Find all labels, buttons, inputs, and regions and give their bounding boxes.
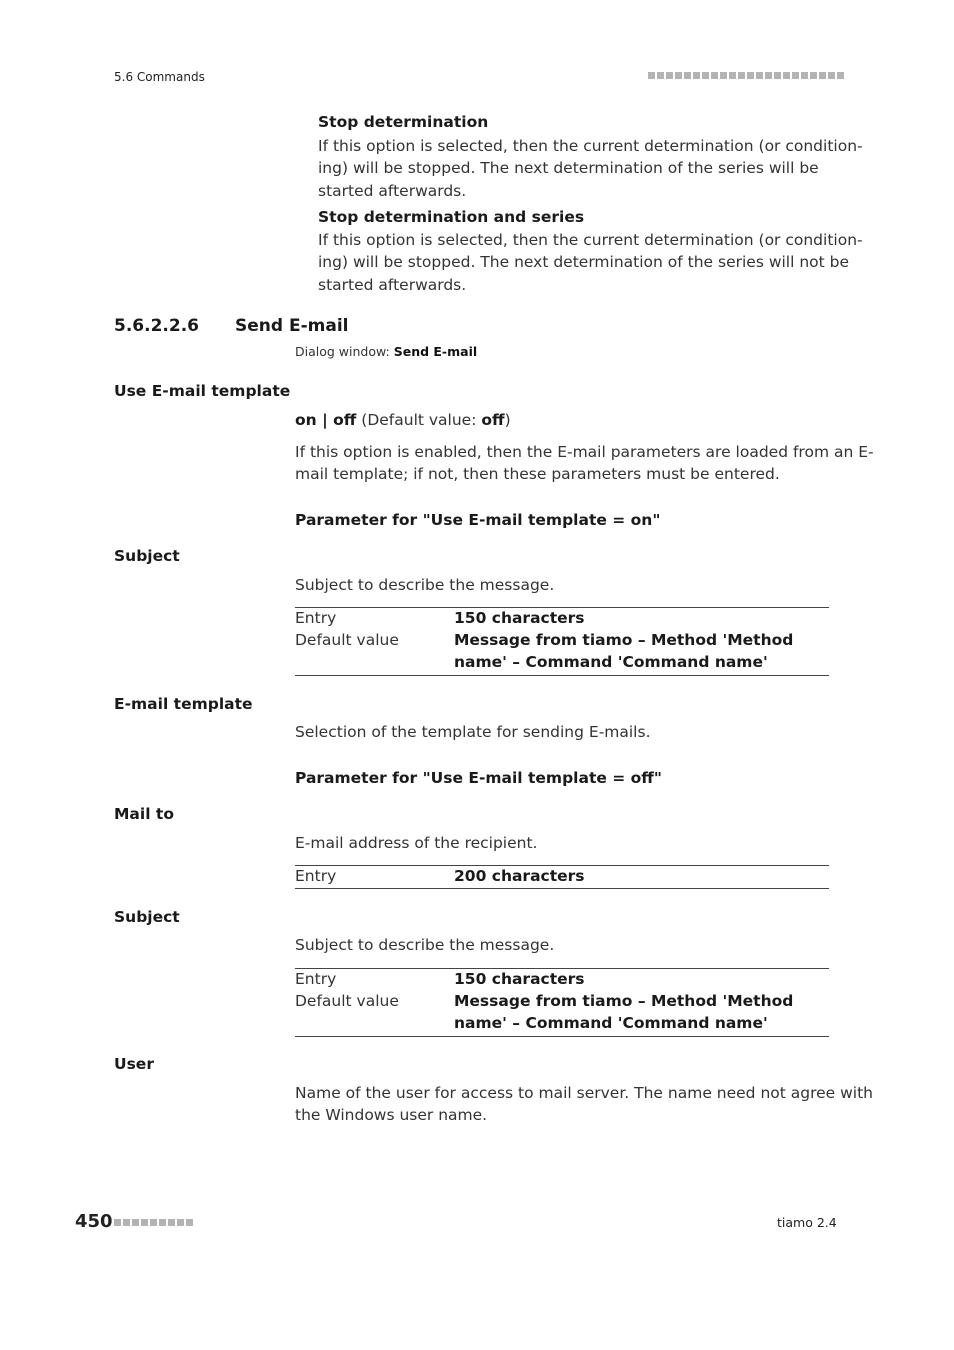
decorative-square bbox=[837, 72, 844, 79]
mail-to-label: Mail to bbox=[114, 805, 174, 823]
decorative-square bbox=[168, 1219, 175, 1226]
values-bold: on | off bbox=[295, 411, 357, 429]
header-decoration bbox=[648, 72, 844, 79]
use-template-label: Use E-mail template bbox=[114, 382, 291, 400]
decorative-square bbox=[648, 72, 655, 79]
decorative-square bbox=[765, 72, 772, 79]
subject-label: Subject bbox=[114, 908, 180, 926]
entry-value: 150 characters bbox=[454, 970, 585, 988]
decorative-square bbox=[738, 72, 745, 79]
footer-decoration bbox=[114, 1219, 193, 1226]
decorative-square bbox=[675, 72, 682, 79]
dialog-prefix: Dialog window: bbox=[295, 344, 394, 359]
text-line: If this option is enabled, then the E-mail parameters are loaded from an E- bbox=[295, 443, 874, 461]
default-value-line: Message from tiamo – Method 'Method bbox=[454, 992, 794, 1010]
running-header-section: 5.6 Commands bbox=[114, 70, 205, 84]
param-heading-on: Parameter for "Use E-mail template = on" bbox=[295, 511, 661, 529]
dialog-window-line bbox=[295, 344, 477, 359]
email-template-label: E-mail template bbox=[114, 695, 253, 713]
decorative-square bbox=[792, 72, 799, 79]
decorative-square bbox=[783, 72, 790, 79]
entry-key: Entry bbox=[295, 609, 337, 627]
stop-series-title: Stop determination and series bbox=[318, 208, 585, 226]
default-key: Default value bbox=[295, 631, 399, 649]
decorative-square bbox=[186, 1219, 193, 1226]
decorative-square bbox=[819, 72, 826, 79]
decorative-square bbox=[756, 72, 763, 79]
table-rule bbox=[295, 675, 829, 676]
entry-key: Entry bbox=[295, 867, 337, 885]
default-value-line: name' – Command 'Command name' bbox=[454, 1014, 768, 1032]
decorative-square bbox=[702, 72, 709, 79]
decorative-square bbox=[150, 1219, 157, 1226]
page-number: 450 bbox=[75, 1211, 113, 1232]
text-line: the Windows user name. bbox=[295, 1106, 488, 1125]
text-line: If this option is selected, then the current determination (or condition- bbox=[318, 137, 863, 155]
use-template-desc bbox=[295, 441, 874, 486]
text-line: started afterwards. bbox=[318, 181, 467, 200]
text-line: Name of the user for access to mail server. The name need not agree with bbox=[295, 1084, 874, 1102]
decorative-square bbox=[774, 72, 781, 79]
decorative-square bbox=[141, 1219, 148, 1226]
text-line: mail template; if not, then these parameters must be entered. bbox=[295, 465, 780, 484]
text-line: If this option is selected, then the current determination (or condition- bbox=[318, 231, 863, 249]
default-value bbox=[454, 990, 829, 1034]
subject-table bbox=[295, 968, 829, 1034]
default-value bbox=[454, 629, 829, 673]
decorative-square bbox=[114, 1219, 121, 1226]
decorative-square bbox=[720, 72, 727, 79]
stop-determination-title: Stop determination bbox=[318, 113, 489, 131]
user-desc bbox=[295, 1082, 873, 1127]
table-row bbox=[295, 607, 829, 629]
email-template-desc: Selection of the template for sending E-mails. bbox=[295, 723, 651, 741]
entry-key: Entry bbox=[295, 970, 337, 988]
default-suffix: ) bbox=[504, 411, 511, 429]
table-row bbox=[295, 990, 829, 1034]
text-line: started afterwards. bbox=[318, 275, 467, 294]
decorative-square bbox=[123, 1219, 130, 1226]
table-row bbox=[295, 629, 829, 673]
table-rule bbox=[295, 1036, 829, 1037]
mail-to-desc: E-mail address of the recipient. bbox=[295, 834, 538, 852]
mail-to-table bbox=[295, 865, 829, 887]
table-row bbox=[295, 968, 829, 990]
use-template-values bbox=[295, 409, 511, 431]
default-value-line: Message from tiamo – Method 'Method bbox=[454, 631, 794, 649]
decorative-square bbox=[729, 72, 736, 79]
decorative-square bbox=[711, 72, 718, 79]
decorative-square bbox=[177, 1219, 184, 1226]
default-value: off bbox=[481, 411, 505, 429]
decorative-square bbox=[684, 72, 691, 79]
product-name: tiamo 2.4 bbox=[777, 1215, 837, 1230]
subject-label: Subject bbox=[114, 547, 180, 565]
subject-table bbox=[295, 607, 829, 673]
subject-desc: Subject to describe the message. bbox=[295, 576, 555, 594]
decorative-square bbox=[801, 72, 808, 79]
table-rule bbox=[295, 888, 829, 889]
decorative-square bbox=[666, 72, 673, 79]
decorative-square bbox=[828, 72, 835, 79]
decorative-square bbox=[693, 72, 700, 79]
user-label: User bbox=[114, 1055, 154, 1073]
stop-determination-desc bbox=[318, 135, 863, 202]
decorative-square bbox=[810, 72, 817, 79]
decorative-square bbox=[747, 72, 754, 79]
decorative-square bbox=[159, 1219, 166, 1226]
text-line: ing) will be stopped. The next determination of the series will be bbox=[318, 159, 819, 178]
default-value-line: name' – Command 'Command name' bbox=[454, 653, 768, 671]
subject-desc: Subject to describe the message. bbox=[295, 936, 555, 954]
stop-series-desc bbox=[318, 229, 863, 296]
section-title: Send E-mail bbox=[235, 316, 349, 336]
decorative-square bbox=[132, 1219, 139, 1226]
entry-value: 200 characters bbox=[454, 867, 585, 885]
section-number: 5.6.2.2.6 bbox=[114, 316, 199, 336]
text-line: ing) will be stopped. The next determination of the series will not be bbox=[318, 253, 850, 272]
default-key: Default value bbox=[295, 992, 399, 1010]
param-heading-off: Parameter for "Use E-mail template = off" bbox=[295, 769, 662, 787]
default-prefix: (Default value: bbox=[356, 411, 482, 429]
dialog-name: Send E-mail bbox=[393, 344, 478, 359]
table-row bbox=[295, 865, 829, 887]
entry-value: 150 characters bbox=[454, 609, 585, 627]
decorative-square bbox=[657, 72, 664, 79]
